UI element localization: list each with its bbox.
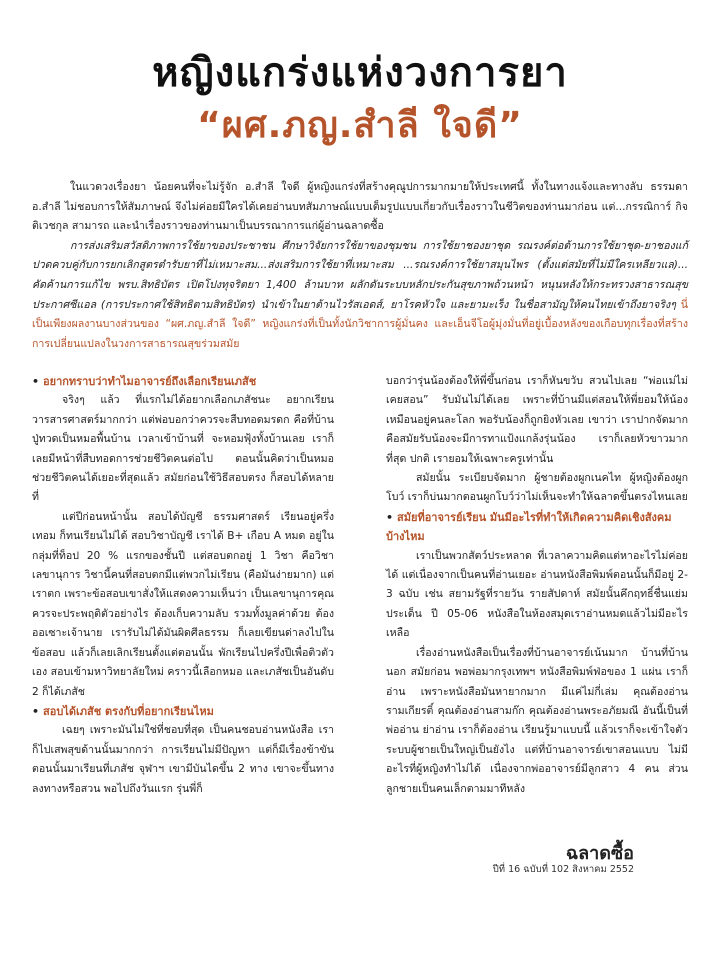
- answer-paragraph: บอกว่ารุ่นน้องต้องให้พี่ขึ้นก่อน เราก็หันขวับ สวนไปเลย “พ่อแม่ไม่เคยสอน” รับมันไม่ได้เลย เพราะที่บ้านมีแต่สอนให้พี่ยอมให้น้อง เหมือนอยู่คนละโลก พอรับน้องก็ถูกยิงหัวเลย เขาว่า เราปากจัดมาก คือสมัยรับน้องจะมีการทาแป้งแกล้งรุ่นน้อง เราก็เลยหัวขาวมากที่สุด ปกติ เรายอมให้เฉพาะครูเท่านั้น: [386, 375, 688, 465]
- bullet-icon: •: [32, 375, 40, 388]
- intro-italic-paragraph: [32, 237, 688, 355]
- intro-highlight-text: นี่เป็นเพียงผลงานบางส่วนของ “ผศ.ภญ.สำลี ใจดี” หญิงแกร่งที่เป็นทั้งนักวิชาการผู้มั่นคง และเอ็นจีโอผู้มุ่งมั่นที่อยู่เบื้องหลังของเกือบทุกเรื่องที่สร้างการเปลี่ยนแปลงในวงการสาธารณสุขร่วมสมัย: [32, 298, 688, 350]
- answer-paragraph: แต่ปีก่อนหน้านั้น สอบได้บัญชี ธรรมศาสตร์ เรียนอยู่ครึ่งเทอม ก็ทนเรียนไม่ได้ สอบวิชาบัญชี เราได้ B+ เกือบ A หมด อยู่ในกลุ่มที่ท็อป 20 % แรกของชั้นปี แต่สอบตกอยู่ 1 วิชา คือวิชาเลขานุการ วิชานี้คนที่สอบตกมีแต่พวกไม่เรียน (คือมันง่ายมาก) แต่เราตก เพราะข้อสอบเขาสั่งให้แสดงความเห็นว่า เป็นเลขานุการคุณควรจะประพฤติตัวอย่างไร ต้องเก็บความลับ รวมทั้งมูลค่าด้วย ต้องออเซาะเจ้านาย เรารับไม่ได้มันผิดศีลธรรม ก็เลยเขียนด่าลงไปในข้อสอบ แล้วก็เลยเลิกเรียนตั้งแต่ตอนนั้น พักเรียนไปครึ่งปีเพื่อติวตัวเอง สอบเข้ามหาวิทยาลัยใหม่ คราวนี้เลือกหมอ และเภสัชเป็นอันดับ 2 ก็ได้เภสัช: [32, 510, 334, 698]
- answer-paragraph: เราเป็นพวกสัตว์ประหลาด ที่เวลาความคิดแต่หาอะไรไม่ค่อยได้ แต่เนื่องจากเป็นคนที่อ่านเยอะ อ่านหนังสือพิมพ์ตอนนั้นก็มีอยู่ 2-3 ฉบับ เช่น สยามรัฐที่รายวัน รายสัปดาห์ สมัยนั้นคึกฤทธิ์ชื่นแย่มประเด็น ปี 05-06 หนังสือในห้องสมุดเราอ่านหมดแล้วไม่มีอะไรเหลือ: [386, 549, 688, 640]
- question-heading: [32, 372, 334, 391]
- right-column: [386, 372, 688, 799]
- bullet-icon: •: [386, 510, 394, 524]
- question-heading: [386, 508, 688, 547]
- article-subtitle: “ผศ.ภญ.สำลี ใจดี”: [197, 105, 523, 146]
- bullet-icon: •: [32, 704, 40, 718]
- answer-paragraph: เรื่องอ่านหนังสือเป็นเรื่องที่บ้านอาจารย์เน้นมาก บ้านที่บ้านนอก สมัยก่อน พอพ่อมากรุงเทพฯ หนังสือพิมพ์ฟ่อของ 1 แผ่น เราก็อ่าน เพราะหนังสือมันหายากมาก มีแค่ไม่กี่เล่ม คุณต้องอ่านรามเกียรติ์ คุณต้องอ่านสามก๊ก คุณต้องอ่านพระอภัยมณี อันนี้เป็นที่พ่ออ่าน ย่าอ่าน เราก็ต้องอ่าน เรียนรู้มาแบบนี้ แล้วเราก็จะเข้าใจตัวระบบผู้ชายเป็นใหญ่เป็นยังไง แต่ที่บ้านอาจารย์เขาสอนแบบ ไม่มีอะไรที่ผู้หญิงทำไม่ได้ เนื่องจากพ่ออาจารย์มีลูกสาว 4 คน ส่วนลูกชายเป็นคนเล็กตามมาทีหลัง: [386, 646, 688, 795]
- issue-info: ปีที่ 16 ฉบับที่ 102 สิงหาคม 2552: [492, 864, 634, 875]
- answer-paragraph: จริงๆ แล้ว ที่แรกไม่ได้อยากเลือกเภสัชนะ อยากเรียนวารสารศาสตร์มากกว่า แต่พ่อบอกว่าควรจะสืบทอดมรดก คือที่บ้านปู่ทวดเป็นหมอพื้นบ้าน เวลาเข้าบ้านที่ จะหอมฟุ้งทั้งบ้านเลย เราก็เลยมีหน้าที่สืบทอดการช่วยชีวิตคนต่อไป ตอนนั้นคิดว่าเป็นหมอช่วยชีวิตคนได้เยอะที่สุดแล้ว สมัยก่อนใช้วิธีสอบตรง ก็สอบได้หลายที่: [32, 394, 334, 504]
- intro-italic-text: การส่งเสริมสวัสดิภาพการใช้ยาของประชาชน ศึกษาวิจัยการใช้ยาของชุมชน การใช้ยาชองยาชุด รณรงค์ต่อต้านการใช้ยาชุด-ยาชองแก้ปวดควบคู่กับการยกเลิกสูตรตำรับยาที่ไม่เหมาะสม...ส่งเสริมการใช้ยาที่เหมาะสม ...รณรงค์การใช้ยาสมุนไพร (ตั้งแต่สมัยที่ไม่มีใครเหลียวแล)... คัดค้านการแก้ไข พรบ.สิทธิบัตร เปิดโปงทุจริตยา 1,400 ล้านบาท ผลักดันระบบหลักประกันสุขภาพถ้วนหน้า หนุนหลังให้กระทรวงสาธารณสุขประกาศซีแอล (การประกาศใช้สิทธิตามสิทธิบัตร) นำเข้าในยาต้านไวรัสเอดส์, ยาโรคหัวใจ และยามะเร็ง ในชื่อสามัญให้คนไทยเข้าถึงยาจริงๆ: [32, 239, 688, 311]
- intro-section: [32, 178, 688, 354]
- question-heading-text: สมัยที่อาจารย์เรียน มันมีอะไรที่ทำให้เกิดความคิดเชิงสังคมบ้างไหม: [386, 510, 672, 544]
- article-title: หญิงแกร่งแห่งวงการยา: [152, 50, 568, 96]
- question-heading-text: อยากทราบว่าทำไมอาจารย์ถึงเลือกเรียนเภสัช: [43, 375, 257, 388]
- left-column: [32, 372, 334, 799]
- question-heading-text: สอบได้เภสัช ตรงกับที่อยากเรียนไหม: [43, 704, 214, 718]
- intro-paragraph: ในแวดวงเรื่องยา น้อยคนที่จะไม่รู้จัก อ.สำลี ใจดี ผู้หญิงแกร่งที่สร้างคุณูปการมากมายให้ประเทศนี้ ทั้งในทางแจ้งและทางลับ ธรรมดา อ.สำลี ไม่ชอบการให้สัมภาษณ์ จึงไม่ค่อยมีใครได้เคยอ่านบทสัมภาษณ์แบบเต็มรูปแบบเกี่ยวกับเรื่องราวในชีวิตของท่านมาก่อน แต่...กรรณิการ์ กิจติเวชกุล สามารถ และนำเรื่องราวของท่านมาเป็นบรรณาการแก่ผู้อ่านฉลาดซื้อ: [32, 181, 688, 233]
- question-heading: [32, 702, 334, 721]
- magazine-name: ฉลาดซื้อ: [565, 843, 634, 864]
- answer-paragraph: สมัยนั้น ระเบียบจัดมาก ผู้ชายต้องผูกเนคไท ผู้หญิงต้องผูกโบว์ เราก็บ่นมากตอนผูกโบว์ว่าไม่เห็นจะทำให้ฉลาดขึ้นตรงไหนเลย: [386, 472, 688, 504]
- answer-paragraph: เฉยๆ เพราะมันไม่ใช่ที่ชอบที่สุด เป็นคนชอบอ่านหนังสือ เราก็ไปเสพสุขด้านนั้นมากกว่า การเรียนไม่มีปัญหา แต่ก็มีเรื่องข้าขัน ตอนนั้นมาเรียนที่เภสัช จุฬาฯ เขามีบันไดขึ้น 2 ทาง เขาจะขึ้นทางลงทางหรือสวน พอไปถึงวันแรก รุ่นพี่ก็: [32, 724, 334, 795]
